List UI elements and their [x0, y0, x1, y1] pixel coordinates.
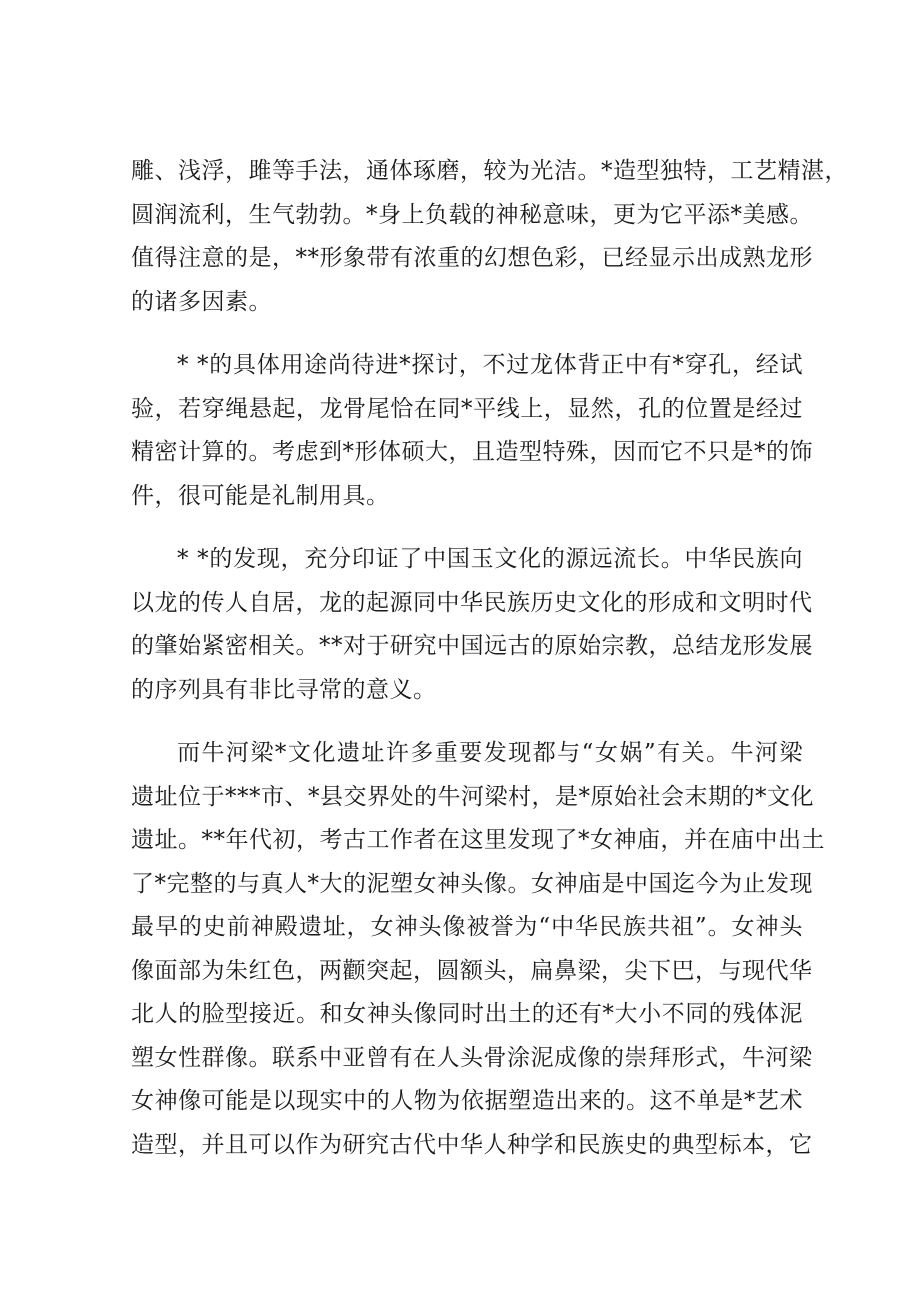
text-line: 件，很可能是礼制用具。 — [131, 482, 390, 509]
text-line: 的诸多因素。 — [131, 288, 272, 315]
text-line: 的肇始紧密相关。**对于研究中国远古的原始宗教，总结龙形发展 — [131, 633, 813, 659]
paragraph-3 — [131, 538, 813, 712]
document-body — [131, 150, 848, 1187]
text-line: 雕、浅浮，雎等手法，通体琢磨，较为光洁。*造型独特，工艺精湛， — [131, 158, 848, 184]
text-line: 圆润流利，生气勃勃。*身上负载的神秘意味，更为它平添*美感。 — [131, 201, 813, 228]
text-line: 塑女性群像。联系中亚曾有在人头骨涂泥成像的崇拜形式，牛河梁 — [131, 1044, 813, 1071]
paragraph-2 — [131, 344, 813, 518]
text-line: 像面部为朱红色，两颧突起，圆额头，扁鼻梁，尖下巴，与现代华 — [131, 957, 813, 984]
text-line: 以龙的传人自居，龙的起源同中华民族历史文化的形成和文明时代 — [131, 589, 813, 616]
text-line: 最早的史前神殿遗址，女神头像被誉为“中华民族共祖”。女神头 — [131, 914, 803, 940]
text-line: 北人的脸型接近。和女神头像同时出土的还有*大小不同的残体泥 — [131, 1001, 803, 1027]
text-line: * *的具体用途尚待进*探讨，不过龙体背正中有*穿孔，经试 — [177, 352, 803, 378]
text-line: 精密计算的。考虑到*形体硕大，且造型特殊，因而它不只是*的饰 — [131, 439, 813, 465]
text-line: 了*完整的与真人*大的泥塑女神头像。女神庙是中国迄今为止发现 — [131, 870, 813, 897]
text-line: 而牛河梁*文化遗址许多重要发现都与“女娲”有关。牛河梁 — [177, 740, 803, 766]
text-line: 造型，并且可以作为研究古代中华人种学和民族史的典型标本，它 — [131, 1131, 813, 1158]
text-line: 遗址。**年代初，考古工作者在这里发现了*女神庙，并在庙中出土 — [131, 827, 825, 853]
paragraph-1 — [131, 150, 848, 324]
text-line: * *的发现，充分印证了中国玉文化的源远流长。中华民族向 — [177, 546, 803, 572]
text-line: 遗址位于***市、*县交界处的牛河梁村，是*原始社会末期的*文化 — [131, 783, 814, 810]
text-line: 女神像可能是以现实中的人物为依据塑造出来的。这不单是*艺术 — [131, 1088, 803, 1114]
text-line: 值得注意的是，**形象带有浓重的幻想色彩，已经显示出成熟龙形 — [131, 245, 813, 271]
text-line: 的序列具有非比寻常的意义。 — [131, 676, 437, 703]
paragraph-4 — [131, 732, 825, 1167]
text-line: 验，若穿绳悬起，龙骨尾恰在同*平线上，显然，孔的位置是经过 — [131, 395, 803, 422]
